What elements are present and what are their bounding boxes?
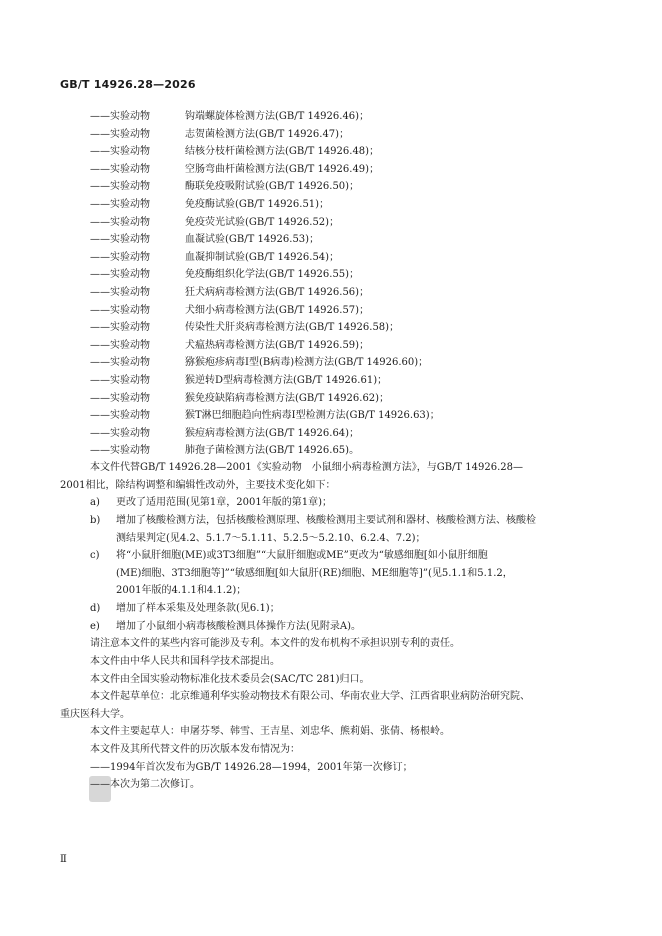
history-intro: 本文件及其所代替文件的历次版本发布情况为：: [90, 744, 300, 755]
change-marker: a): [90, 497, 100, 508]
part-list-item: [90, 178, 440, 196]
part-list-item: [90, 337, 440, 355]
change-text: 增加了核酸检测方法，包括核酸检测原理、核酸检测用主要试剂和器材、核酸检测方法、核酸检: [116, 515, 536, 526]
part-prefix: ——实验动物: [90, 146, 150, 158]
part-title: 钩端螺旋体检测方法(GB/T 14926.46)；: [185, 111, 370, 122]
part-title: 犬瘟热病毒检测方法(GB/T 14926.59)；: [185, 339, 370, 351]
part-title: 猴T淋巴细胞趋向性病毒Ⅰ型检测方法(GB/T 14926.63)；: [185, 410, 440, 422]
part-list-item: [90, 249, 440, 267]
change-text: (ME)细胞、3T3细胞等]”“敏感细胞[如大鼠肝(RE)细胞、ME细胞等]”(见5.1.1和5.1.2，: [116, 567, 513, 579]
change-marker: b): [90, 515, 101, 526]
part-list-item: [90, 196, 440, 214]
drafting-units-line-1: 本文件起草单位：北京维通利华实验动物技术有限公司、华南农业大学、江西省职业病防治研究院、: [90, 691, 530, 702]
history-item-1: ——1994年首次发布为GB/T 14926.28—1994，2001年第一次修订；: [90, 762, 413, 773]
part-list-item: [90, 425, 440, 443]
replace-statement-line-1: 本文件代替GB/T 14926.28—2001《实验动物 小鼠细小病毒检测方法》，与GB/T 14926.28—: [90, 462, 523, 473]
part-list-item: [90, 319, 440, 337]
part-title: 猕猴疱疹病毒Ⅰ型(B病毒)检测方法(GB/T 14926.60)；: [185, 357, 429, 369]
part-prefix: ——实验动物: [90, 339, 150, 351]
part-title: 酶联免疫吸附试验(GB/T 14926.50)；: [185, 181, 360, 193]
part-prefix: ——实验动物: [90, 304, 150, 316]
part-prefix: ——实验动物: [90, 286, 150, 298]
change-marker: c): [90, 550, 100, 561]
part-list-item: [90, 302, 440, 320]
part-list-item: [90, 108, 440, 126]
part-prefix: ——实验动物: [90, 427, 150, 439]
part-list-item: [90, 354, 440, 372]
part-title: 志贺菌检测方法(GB/T 14926.47)；: [185, 128, 350, 140]
part-prefix: ——实验动物: [90, 128, 150, 140]
part-prefix: ——实验动物: [90, 357, 150, 369]
part-title: 肺孢子菌检测方法(GB/T 14926.65)。: [185, 445, 360, 457]
part-prefix: ——实验动物: [90, 374, 150, 386]
part-title: 猴免疫缺陷病毒检测方法(GB/T 14926.62)；: [185, 392, 390, 404]
drafting-units-line-2: 重庆医科大学。: [60, 709, 130, 720]
part-prefix: ——实验动物: [90, 410, 150, 422]
part-title: 空肠弯曲杆菌检测方法(GB/T 14926.49)；: [185, 163, 380, 175]
part-prefix: ——实验动物: [90, 251, 150, 263]
part-title: 犬细小病毒检测方法(GB/T 14926.57)；: [185, 304, 370, 316]
part-prefix: ——实验动物: [90, 216, 150, 228]
part-list-item: [90, 143, 440, 161]
part-list-item: [90, 266, 440, 284]
part-title: 免疫荧光试验(GB/T 14926.52)；: [185, 216, 340, 228]
change-text: 增加了小鼠细小病毒核酸检测具体操作方法(见附录A)。: [116, 621, 362, 632]
part-title: 免疫酶组织化学法(GB/T 14926.55)；: [185, 269, 360, 281]
change-text: 增加了样本采集及处理条款(见6.1)；: [116, 603, 280, 614]
replace-statement-line-2: 2001相比，除结构调整和编辑性改动外，主要技术变化如下：: [60, 480, 336, 491]
part-title: 猴痘病毒检测方法(GB/T 14926.64)；: [185, 427, 360, 439]
part-list-item: [90, 284, 440, 302]
part-list-item: [90, 126, 440, 144]
change-text: 将“小鼠肝细胞(ME)或3T3细胞”“大鼠肝细胞或ME”更改为“敏感细胞[如小鼠肝细胞: [116, 550, 488, 561]
part-prefix: ——实验动物: [90, 322, 150, 334]
change-text: 2001年版的4.1.1和4.1.2)；: [116, 585, 247, 597]
change-text: 更改了适用范围(见第1章，2001年版的第1章)；: [116, 497, 332, 508]
part-prefix: ——实验动物: [90, 445, 150, 457]
page-number: Ⅱ: [60, 854, 67, 865]
part-prefix: ——实验动物: [90, 269, 150, 281]
part-list-item: [90, 231, 440, 249]
part-prefix: ——实验动物: [90, 392, 150, 404]
change-marker: e): [90, 621, 100, 632]
change-text: 测结果判定(见4.2、5.1.7～5.1.11、5.2.5～5.2.10、6.2.4、7.2)；: [116, 532, 426, 544]
part-title: 猴逆转D型病毒检测方法(GB/T 14926.61)；: [185, 374, 388, 386]
part-title: 血凝抑制试验(GB/T 14926.54)；: [185, 251, 340, 263]
part-list-item: [90, 407, 440, 425]
standard-code-header: GB/T 14926.28—2026: [60, 78, 196, 91]
part-list: [90, 108, 440, 460]
part-list-item: [90, 390, 440, 408]
part-title: 血凝试验(GB/T 14926.53)；: [185, 234, 320, 246]
part-title: 狂犬病病毒检测方法(GB/T 14926.56)；: [185, 286, 370, 298]
part-title: 传染性犬肝炎病毒检测方法(GB/T 14926.58)；: [185, 322, 400, 334]
part-list-item: [90, 214, 440, 232]
patent-notice: 请注意本文件的某些内容可能涉及专利。本文件的发布机构不承担识别专利的责任。: [90, 638, 460, 649]
proposer-statement: 本文件由中华人民共和国科学技术部提出。: [90, 656, 280, 667]
part-prefix: ——实验动物: [90, 234, 150, 246]
part-list-item: [90, 372, 440, 390]
part-prefix: ——实验动物: [90, 181, 150, 193]
part-list-item: [90, 442, 440, 460]
drafters-statement: 本文件主要起草人：申屠芬琴、韩雪、王吉星、刘忠华、熊莉娟、张倩、杨根岭。: [90, 726, 450, 737]
change-marker: d): [90, 603, 101, 614]
part-prefix: ——实验动物: [90, 198, 150, 210]
history-item-2: ——本次为第二次修订。: [90, 779, 200, 790]
part-title: 结核分枝杆菌检测方法(GB/T 14926.48)；: [185, 146, 380, 158]
part-list-item: [90, 161, 440, 179]
part-prefix: ——实验动物: [90, 111, 150, 122]
part-title: 免疫酶试验(GB/T 14926.51)；: [185, 198, 330, 210]
committee-statement: 本文件由全国实验动物标准化技术委员会(SAC/TC 281)归口。: [90, 674, 370, 685]
part-prefix: ——实验动物: [90, 163, 150, 175]
